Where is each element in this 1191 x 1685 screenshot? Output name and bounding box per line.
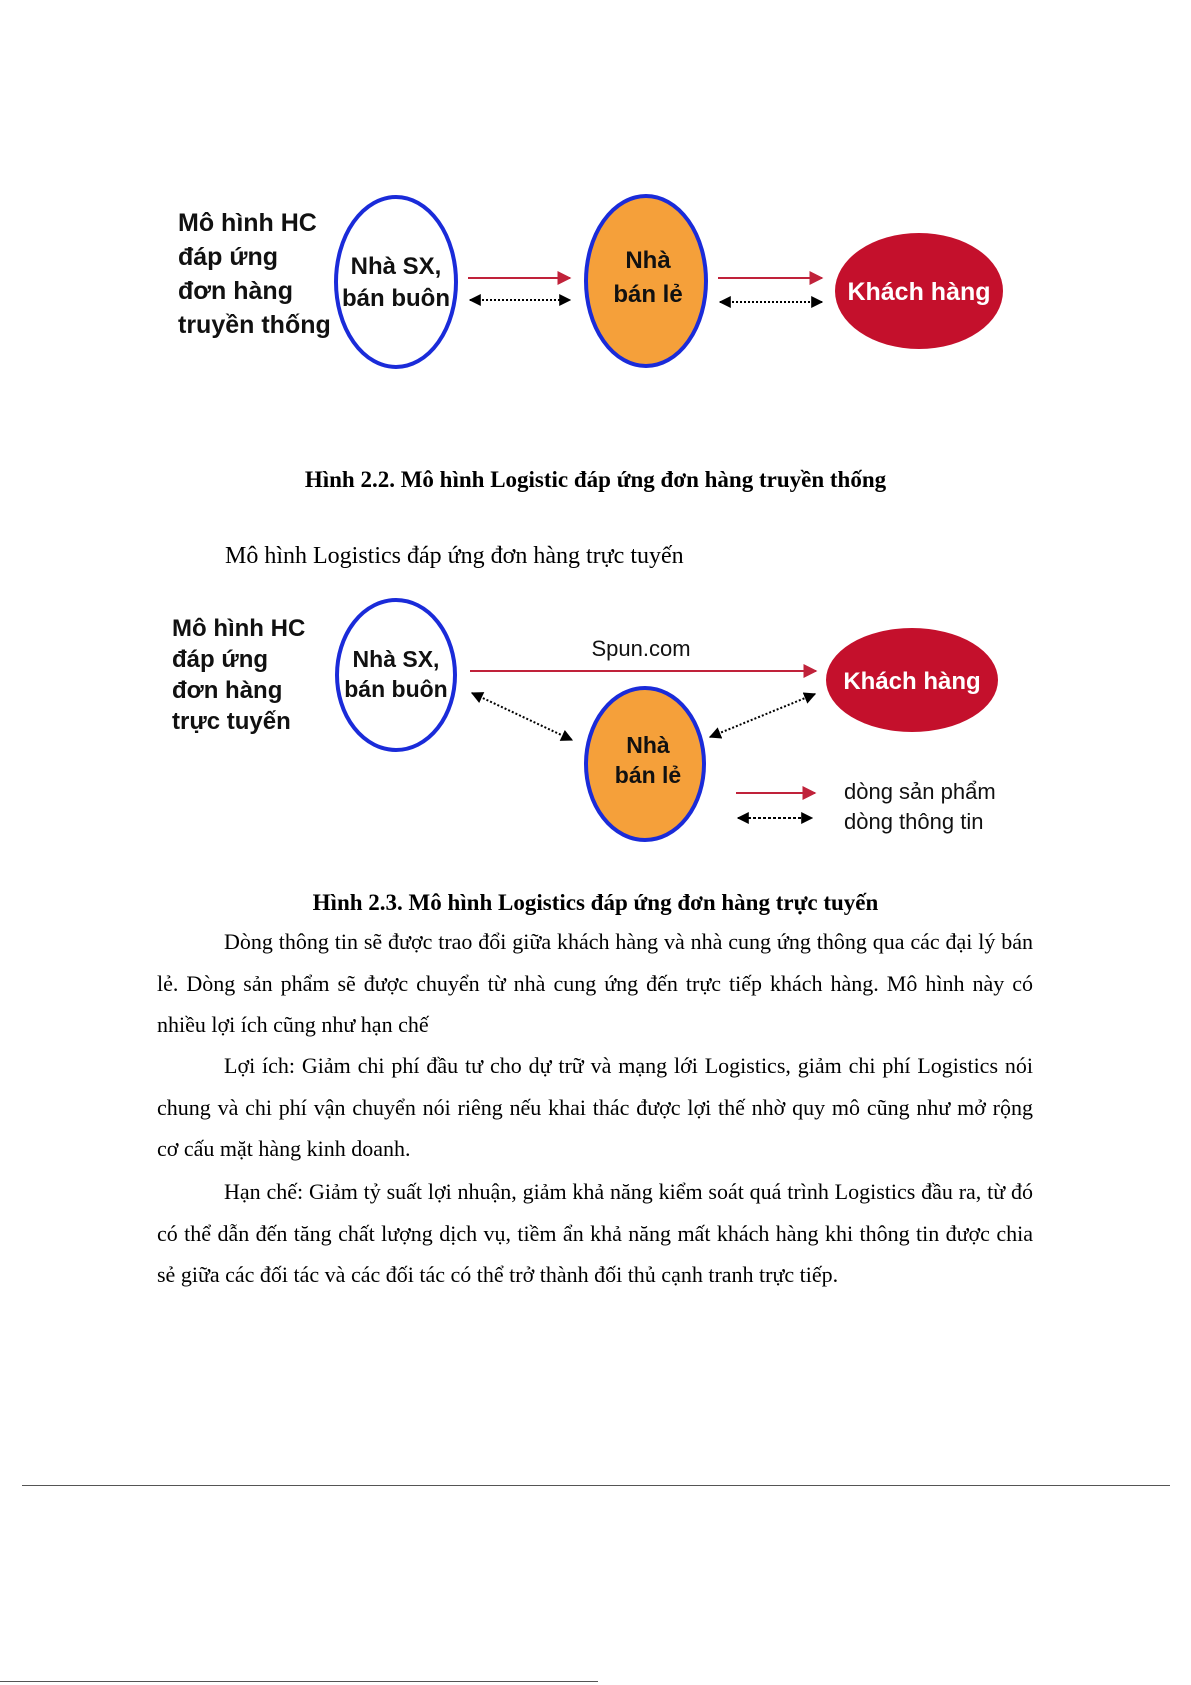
fig22-producer-node [336,197,456,367]
fig23-info-arrow [710,694,815,737]
legend-product-label: dòng sản phẩm [844,779,996,804]
fig22-producer-line: bán buôn [342,285,450,312]
fig23-producer-node [337,600,455,750]
fig22-retailer-line: bán lẻ [613,281,683,308]
fig23-producer-line: Nhà SX, [352,646,440,672]
legend-info-label: dòng thông tin [844,809,984,834]
figure-2-2-caption: Hình 2.2. Mô hình Logistic đáp ứng đơn hàng truyền thống [304,467,887,492]
body-paragraph: Lợi ích: Giảm chi phí đầu tư cho dự trữ và mạng lới Logistics, giảm chi phí Logistics nói chung và chi phí vận chuyển nói riêng nếu khai thác được lợi thế nhờ quy mô cũng như mở rộng cơ cấu mặt hàng kinh doanh. [157,1053,1033,1161]
footer-divider [22,1485,1170,1486]
fig23-retailer-line: bán lẻ [614,762,682,788]
fig22-label-line: đơn hàng [178,277,293,305]
figure-2-3-caption: Hình 2.3. Mô hình Logistics đáp ứng đơn hàng trực tuyến [312,890,879,915]
fig23-label-line: đáp ứng [172,646,269,673]
fig23-producer-line: bán buôn [344,676,448,702]
body-paragraph: Hạn chế: Giảm tỷ suất lợi nhuận, giảm khả năng kiểm soát quá trình Logistics đầu ra, từ đó có thể dẫn đến tăng chất lượng dịch vụ, tiềm ẩn khả năng mất khách hàng khi thông tin được chia sẻ giữa các đối tác và các đối tác có thể trở thành đối thủ cạnh tranh trực tiếp. [157,1179,1033,1287]
fig22-left-label [178,209,331,339]
fig23-customer-label: Khách hàng [843,668,981,695]
fig22-retailer-line: Nhà [625,247,671,274]
fig22-producer-line: Nhà SX, [350,253,442,280]
fig23-site-label: Spun.com [591,636,691,661]
fig23-legend [736,779,996,834]
fig23-label-line: đơn hàng [172,677,283,704]
fig23-label-line: Mô hình HC [172,615,306,642]
section-subtitle: Mô hình Logistics đáp ứng đơn hàng trực tuyến [225,543,684,569]
fig22-label-line: truyền thống [178,311,331,339]
fig22-label-line: đáp ứng [178,243,279,271]
figure-2-3 [172,600,998,840]
fig23-retailer-line: Nhà [626,732,670,758]
body-paragraph: Dòng thông tin sẽ được trao đổi giữa khách hàng và nhà cung ứng thông qua các đại lý bán lẻ. Dòng sản phẩm sẽ được chuyển từ nhà cung ứng đến trực tiếp khách hàng. Mô hình này có nhiều lợi ích cũng như hạn chế [157,929,1033,1037]
fig23-info-arrow [472,693,572,740]
figure-2-2 [178,196,1003,367]
fig23-left-label [172,615,305,735]
fig22-customer-label: Khách hàng [847,278,991,306]
fig23-label-line: trực tuyến [172,708,291,735]
fig22-label-line: Mô hình HC [178,209,317,237]
footnote-divider [0,1681,598,1682]
